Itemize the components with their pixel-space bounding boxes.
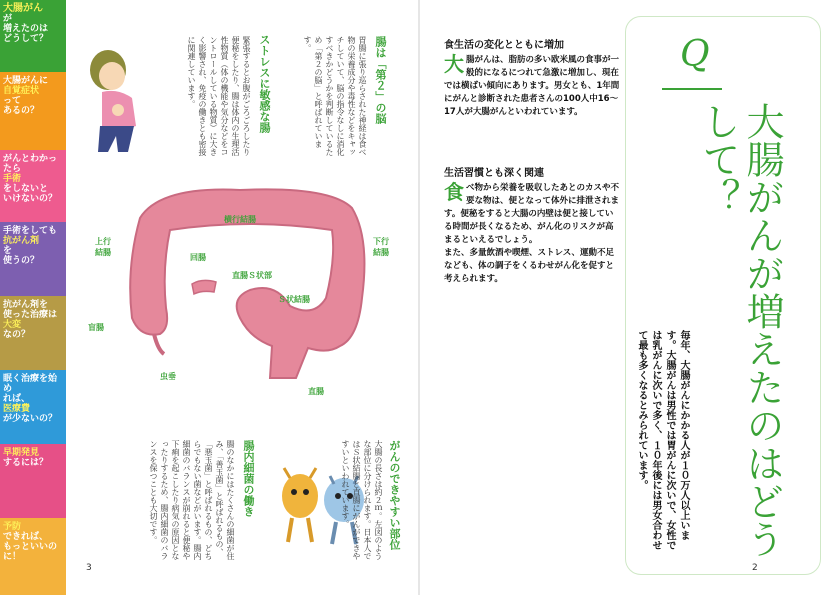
section1-body — [444, 54, 620, 119]
tab-line: を — [3, 246, 13, 256]
label-appendix: 虫垂 — [160, 372, 176, 381]
tab-line: 大変 — [3, 320, 22, 330]
side-tab-index — [0, 0, 66, 595]
tab-line: れば、 — [3, 394, 31, 404]
tab-line: がんとわかったら — [3, 154, 58, 174]
tab-line: 大腸がんに — [3, 76, 49, 86]
tab-line: 増えたのは — [3, 24, 49, 34]
heading-stress: ストレスに敏感な腸 — [258, 34, 271, 133]
side-tab-8[interactable] — [0, 518, 66, 595]
side-tab-7[interactable] — [0, 444, 66, 518]
tab-line: 手術をしても — [3, 226, 58, 236]
tab-line: いけないの？ — [3, 194, 58, 204]
section2-text-2: また、多量飲酒や喫煙、ストレス、運動不足なども、体の調子をくるわせがん化を促すと考えられます。 — [444, 248, 615, 284]
q-mark: Q — [680, 34, 710, 75]
section2-text: べ物から栄養を吸収したあとのカスや不要な物は、便となって体外に排泄されます。便秘をすると大腸の内壁は便と接している時間が長くなるため、がん化のリスクが高まるといえるでしょう。 — [444, 183, 620, 245]
label-cecum: 盲腸 — [88, 323, 104, 332]
dropcap-1: 大 — [444, 52, 464, 76]
side-tab-2[interactable] — [0, 72, 66, 150]
side-tab-1[interactable] — [0, 0, 66, 72]
tab-line: 手術 — [3, 174, 22, 184]
text-gut-bacteria: 腸のなかにはたくさんの細菌が住み、「善玉菌」と呼ばれるもの、「悪玉菌」と呼ばれるもの、どちらでもない菌などがいます。腸内細菌のバランスが崩れると便秘や下痢を起こしたり病気の原因となったりするため、腸内細菌のバランスを保つことも大切です。 — [149, 440, 235, 560]
label-rectosigmoid: 直腸Ｓ状部 — [232, 271, 272, 280]
tab-line: をしないと — [3, 184, 49, 194]
tab-line: 自覚症状 — [3, 86, 40, 96]
page-title: 大腸がんが増えたのはどうして？ — [696, 102, 784, 558]
side-tab-5[interactable] — [0, 296, 66, 370]
tab-line: って — [3, 96, 22, 106]
side-tab-4[interactable] — [0, 222, 66, 296]
dropcap-2: 食 — [444, 180, 464, 204]
left-page — [0, 0, 419, 595]
text-cancer-sites: 大腸の長さは約２ｍ。左図のような部位に分けられます。日本人ではＳ状結腸と直腸にがんができやすいといわれています。 — [341, 440, 383, 560]
tab-line: 使った治療は — [3, 310, 58, 320]
section1-title: 食生活の変化とともに増加 — [444, 40, 564, 51]
section2-title: 生活習慣とも深く関連 — [444, 168, 544, 179]
side-tab-3[interactable] — [0, 150, 66, 222]
tab-line: 早期発見 — [3, 448, 40, 458]
tab-line: するには？ — [3, 458, 49, 468]
section1-text: 腸がんは、脂肪の多い欧米風の食事が一般的になるにつれて急激に増加し、現在では横ばい傾向にあります。男女とも、1年間にがんと診断された患者さんの100人中16〜17人が大腸がんといわれています。 — [444, 55, 620, 117]
tab-line: が — [3, 14, 13, 24]
tab-line: 抗がん剤を — [3, 300, 49, 310]
text-second-brain: 胃腸に張り巡らされた神経は食べ物の栄養成分や毒性などをキャッチしていて、脳の指令なしに消化すべきかどうかを判断しているため「第２の脳」と呼ばれています。 — [303, 36, 367, 156]
label-rectum: 直腸 — [308, 387, 324, 396]
label-sigmoid-colon: Ｓ状結腸 — [278, 295, 310, 304]
tab-line: 使うの？ — [3, 256, 40, 266]
tab-line: が少ないの？ — [3, 414, 58, 424]
tab-line: 大腸がん — [3, 3, 43, 14]
tab-line: 眠く治療を始め — [3, 374, 58, 394]
q-underline — [662, 88, 722, 90]
label-transverse-colon: 横行結腸 — [224, 215, 256, 224]
page-number-left: 3 — [86, 563, 92, 573]
tab-line: 医療費 — [3, 404, 31, 414]
tab-line: 抗がん剤 — [3, 236, 40, 246]
tab-line: 予防 — [3, 522, 22, 532]
heading-gut-bacteria: 腸内細菌の働き — [242, 440, 255, 517]
tab-line: どうして？ — [3, 34, 49, 44]
label-ascending-colon: 上行結腸 — [95, 237, 111, 257]
summary-text: 毎年、大腸がんにかかる人が１０万人以上います。大腸がんは男性では胃がんに次いで、女性では乳がんに次いで多く、１０年後には男女合わせて最も多くなるとみられています。 — [636, 330, 689, 550]
text-stress: 緊張するとお腹がごろごろしたり便秘をしたり、腸は体内の生理活性物質（体の機能や気分などをコントロールしている物質）に大きく影響され、免疫の働きとも密接に関連しています。 — [187, 36, 251, 156]
tab-line: あるの？ — [3, 106, 40, 116]
section2-body — [444, 182, 620, 286]
tab-line: なの？ — [3, 330, 31, 340]
heading-cancer-sites: がんのできやすい部位 — [388, 440, 401, 550]
page-number-right: 2 — [752, 563, 758, 573]
appendix-shape — [154, 334, 164, 354]
side-tab-6[interactable] — [0, 370, 66, 444]
tab-line: もっといいのに！ — [3, 542, 58, 562]
heading-second-brain: 腸は「第２」の脳 — [374, 36, 387, 124]
tab-line: できれば、 — [3, 532, 49, 542]
large-intestine-diagram — [100, 178, 390, 388]
label-ileum: 回腸 — [190, 253, 206, 262]
label-descending-colon: 下行結腸 — [373, 237, 389, 257]
ileum-shape — [192, 280, 216, 294]
